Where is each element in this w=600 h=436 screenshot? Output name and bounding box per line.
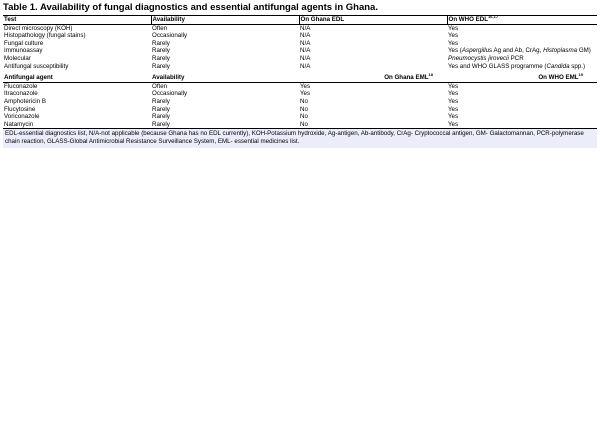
who-text: PCR <box>508 54 524 62</box>
test-availability: Rarely <box>152 47 170 55</box>
agent-on-ghana-eml: Yes <box>300 90 311 98</box>
organism-name: Aspergillus <box>461 47 493 55</box>
table-row <box>3 113 597 121</box>
header-test: Test <box>3 16 151 25</box>
ref-16-17: 16,17 <box>488 13 499 19</box>
agent-availability: Rarely <box>151 121 299 129</box>
header-on-who-edl <box>447 13 597 25</box>
header-antifungal-agent: Antifungal agent <box>4 74 53 82</box>
table-row <box>3 24 597 32</box>
table-row <box>3 106 597 114</box>
agent-on-who-eml: Yes <box>448 97 459 105</box>
header-on-ghana-edl: On Ghana EDL <box>299 16 447 25</box>
agent-on-ghana-eml: No <box>300 105 308 113</box>
data-table <box>3 15 597 148</box>
who-text: spp.) <box>569 62 586 70</box>
test-on-who-edl: Yes <box>448 24 459 32</box>
who-text: Yes ( <box>448 47 462 55</box>
test-availability: Rarely <box>152 62 170 70</box>
agent-availability: Rarely <box>152 113 170 121</box>
organism-name: Candida <box>546 62 570 70</box>
agent-name: Fluconazole <box>3 82 151 90</box>
agent-on-ghana-eml: No <box>300 97 308 105</box>
antifungal-header-row <box>3 70 597 82</box>
ref-18: 18 <box>428 72 433 78</box>
footnote-row <box>3 129 597 148</box>
agent-on-who-eml: Yes <box>448 90 459 98</box>
table-footnote: EDL-essential diagnostics list, N/A-not applicable (because Ghana has no EDL currently), KOH-Potassium hydroxide, Ag-antigen, Ab-antibody, CrAg- Cryptococcal antigen, GM- Galactomannan, PCR-polymerase chain reaction, GLASS-Global Antimicrobial Resistance Surveillance System, EML- essential medicines list. <box>3 129 597 148</box>
agent-availability: Occasionally <box>152 90 188 98</box>
test-on-who-edl <box>447 63 597 71</box>
test-on-ghana-edl: N/A <box>300 62 311 70</box>
test-on-ghana-edl: N/A <box>300 39 311 47</box>
table-row <box>3 47 597 55</box>
table-row <box>3 55 597 63</box>
table-row <box>3 82 597 90</box>
agent-name: Natamycin <box>3 121 151 129</box>
table-row <box>3 121 597 129</box>
test-availability: Rarely <box>152 54 170 62</box>
header-availability: Availability <box>152 74 185 82</box>
agent-availability: Often <box>151 82 299 90</box>
test-on-ghana-edl: N/A <box>300 54 311 62</box>
agent-name: Flucytosine <box>4 105 36 113</box>
agent-on-who-eml: Yes <box>447 82 597 90</box>
agent-name: Amphotericin B <box>4 97 46 105</box>
test-availability: Often <box>152 24 168 32</box>
test-name: Histopathology (fungal stains) <box>4 32 86 40</box>
test-name: Immunoassay <box>4 47 43 55</box>
who-text: Ag and Ab, CrAg, <box>492 47 544 55</box>
agent-on-who-eml: Yes <box>448 105 459 113</box>
agent-on-who-eml: Yes <box>448 113 459 121</box>
table-row <box>3 90 597 98</box>
organism-name: Histoplasma <box>543 47 578 55</box>
who-text: Yes and WHO GLASS programme ( <box>448 62 547 70</box>
agent-availability: Rarely <box>152 97 170 105</box>
test-name: Molecular <box>4 54 31 62</box>
agent-on-ghana-eml: No <box>299 121 447 129</box>
table-row <box>3 98 597 106</box>
test-on-who-edl: Yes <box>448 39 459 47</box>
test-name: Fungal culture <box>4 39 44 47</box>
test-availability: Rarely <box>152 39 170 47</box>
agent-on-ghana-eml: No <box>300 113 308 121</box>
test-name: Direct microscopy (KOH) <box>4 24 73 32</box>
agent-name: Itraconazole <box>4 90 38 98</box>
test-on-ghana-edl: N/A <box>300 47 311 55</box>
agent-on-who-eml: Yes <box>447 121 597 129</box>
header-on-who-edl-label: On WHO EDL <box>448 16 489 23</box>
diagnostics-header-row <box>3 16 597 25</box>
table-row <box>3 63 597 71</box>
table-row <box>3 40 597 48</box>
test-on-ghana-edl: N/A <box>300 24 311 32</box>
table-row <box>3 32 597 40</box>
test-name: Antifungal susceptibility <box>4 62 69 70</box>
who-text: GM) <box>577 47 591 55</box>
test-availability: Occasionally <box>152 32 188 40</box>
test-on-who-edl: Yes <box>448 32 459 40</box>
header-on-ghana-eml <box>299 70 447 82</box>
agent-on-ghana-eml: Yes <box>299 82 447 90</box>
agent-availability: Rarely <box>152 105 170 113</box>
header-on-who-eml-label: On WHO EML <box>538 74 579 82</box>
ref-19: 19 <box>578 72 583 78</box>
table-title: Table 1. Availability of fungal diagnostics and essential antifungal agents in Ghana. <box>3 2 378 13</box>
header-on-ghana-eml-label: On Ghana EML <box>384 74 429 82</box>
test-on-who-edl <box>447 47 597 55</box>
header-on-who-eml <box>447 70 597 82</box>
header-availability: Availability <box>151 16 299 25</box>
test-on-ghana-edl: N/A <box>300 32 311 40</box>
agent-name: Voriconazole <box>4 113 40 121</box>
organism-name: Pneumocystis jirovecii <box>448 54 509 62</box>
test-on-who-edl <box>447 55 597 63</box>
